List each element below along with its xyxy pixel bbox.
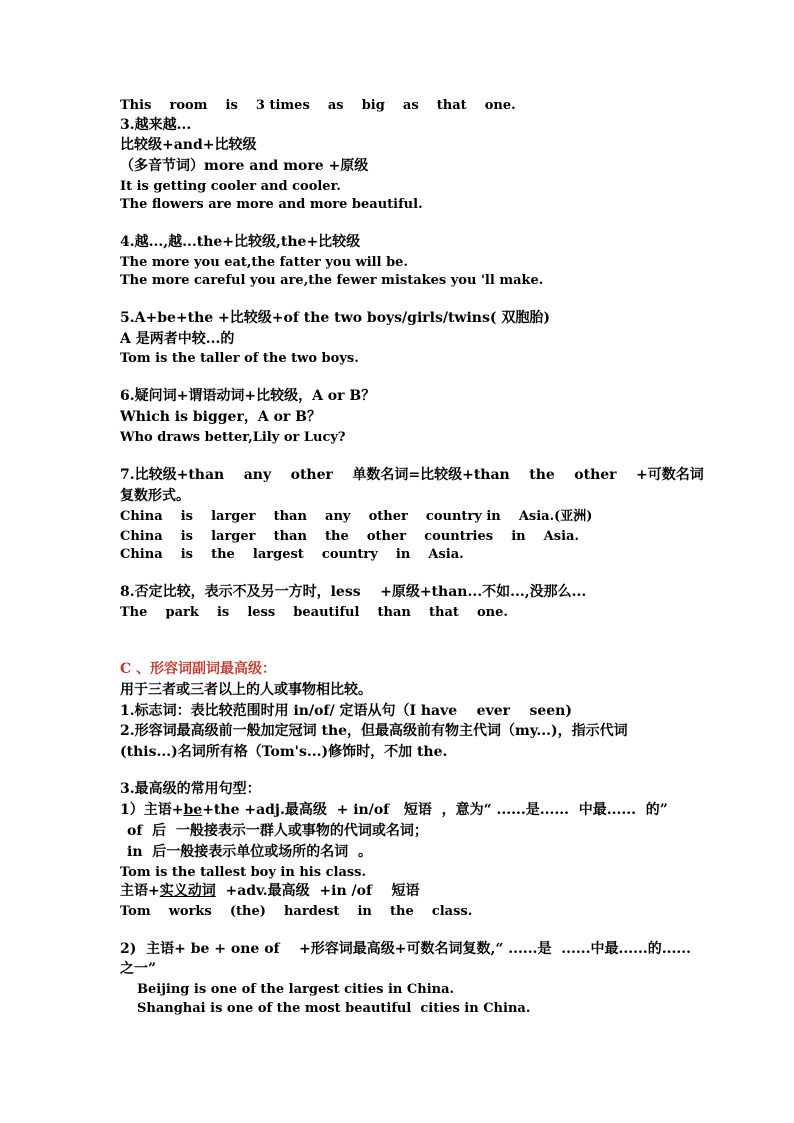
example-sentence: The more you eat,the fatter you will be. xyxy=(120,255,408,270)
example-sentence-3-times: This room is 3 times as big as that one. xyxy=(120,98,516,113)
example-sentence: Shanghai is one of the most beautiful cities in China. xyxy=(137,1001,531,1016)
rule-heading-3-superlative: 3.最高级的常用句型： xyxy=(120,781,261,797)
rule-item-2: 2.形容词最高级前一般加定冠词 the，但最高级前有物主代词（my...)，指示代词 xyxy=(120,723,628,739)
example-sentence: Who draws better,Lily or Lucy? xyxy=(120,430,346,445)
example-sentence: The more careful you are,the fewer mistakes you 'll make. xyxy=(120,273,544,288)
rule-formula: 比较级+and+比较级 xyxy=(120,137,257,153)
note-of: of 后 一般接表示一群人或事物的代词或名词； xyxy=(127,823,428,839)
rule-heading-4: 4.越...,越...the+比较级,the+比较级 xyxy=(120,234,361,250)
section-intro: 用于三者或三者以上的人或事物相比较。 xyxy=(120,682,372,698)
rule-heading-7-cont: 复数形式。 xyxy=(120,488,190,504)
pattern-2: 2) 主语+ be + one of +形容词最高级+可数名词复数,“ ......是 ......中最......的...... xyxy=(120,941,692,957)
rule-formula: （多音节词）more and more +原级 xyxy=(120,158,369,174)
note-in: in 后一般接表示单位或场所的名词 。 xyxy=(127,844,372,860)
pattern-adv xyxy=(120,882,420,900)
rule-item-2-cont: (this...)名词所有格（Tom's...)修饰时，不加 the. xyxy=(120,744,448,760)
pattern-1-c: +the +adj.最高级 + in/of 短语 ，意为“ ......是...... 中最...... 的” xyxy=(202,802,668,818)
rule-heading-8: 8.否定比较，表示不及另一方时，less +原级+than...不如...,没那么... xyxy=(120,584,587,600)
example-sentence: China is larger than any other country in Asia.(亚洲) xyxy=(120,509,593,524)
rule-heading-7: 7.比较级+than any other 单数名词=比较级+than the other +可数名词 xyxy=(120,467,704,483)
rule-explanation: A 是两者中较...的 xyxy=(120,331,235,347)
rule-heading-3: 3.越来越... xyxy=(120,117,192,133)
section-heading-superlative: C 、形容词副词最高级： xyxy=(120,661,277,677)
example-sentence: China is the largest country in Asia. xyxy=(120,547,464,562)
example-sentence: Tom is the taller of the two boys. xyxy=(120,351,359,366)
pattern-1 xyxy=(120,801,668,819)
pattern-adv-a: 主语+ xyxy=(120,883,160,899)
example-sentence: The park is less beautiful than that one. xyxy=(120,605,508,620)
example-sentence: It is getting cooler and cooler. xyxy=(120,179,341,194)
example-sentence: Tom is the tallest boy in his class. xyxy=(120,865,367,880)
example-sentence: Tom works (the) hardest in the class. xyxy=(120,904,473,919)
pattern-adv-verb: 实义动词 xyxy=(159,883,216,899)
pattern-1-be: be xyxy=(183,802,203,818)
rule-heading-6: 6.疑问词+谓语动词+比较级，A or B？ xyxy=(120,388,376,404)
example-sentence: China is larger than the other countries in Asia. xyxy=(120,529,579,544)
rule-heading-5: 5.A+be+the +比较级+of the two boys/girls/twins( 双胞胎) xyxy=(120,310,550,326)
rule-item-1: 1.标志词：表比较范围时用 in/of/ 定语从句（I have ever seen) xyxy=(120,703,572,719)
example-sentence: Which is bigger，A or B？ xyxy=(120,409,321,425)
pattern-1-a: 1）主语+ xyxy=(120,802,184,818)
pattern-2-cont: 之一” xyxy=(120,961,157,977)
pattern-adv-c: +adv.最高级 +in /of 短语 xyxy=(215,883,420,899)
example-sentence: The flowers are more and more beautiful. xyxy=(120,197,423,212)
example-sentence: Beijing is one of the largest cities in China. xyxy=(137,982,455,997)
